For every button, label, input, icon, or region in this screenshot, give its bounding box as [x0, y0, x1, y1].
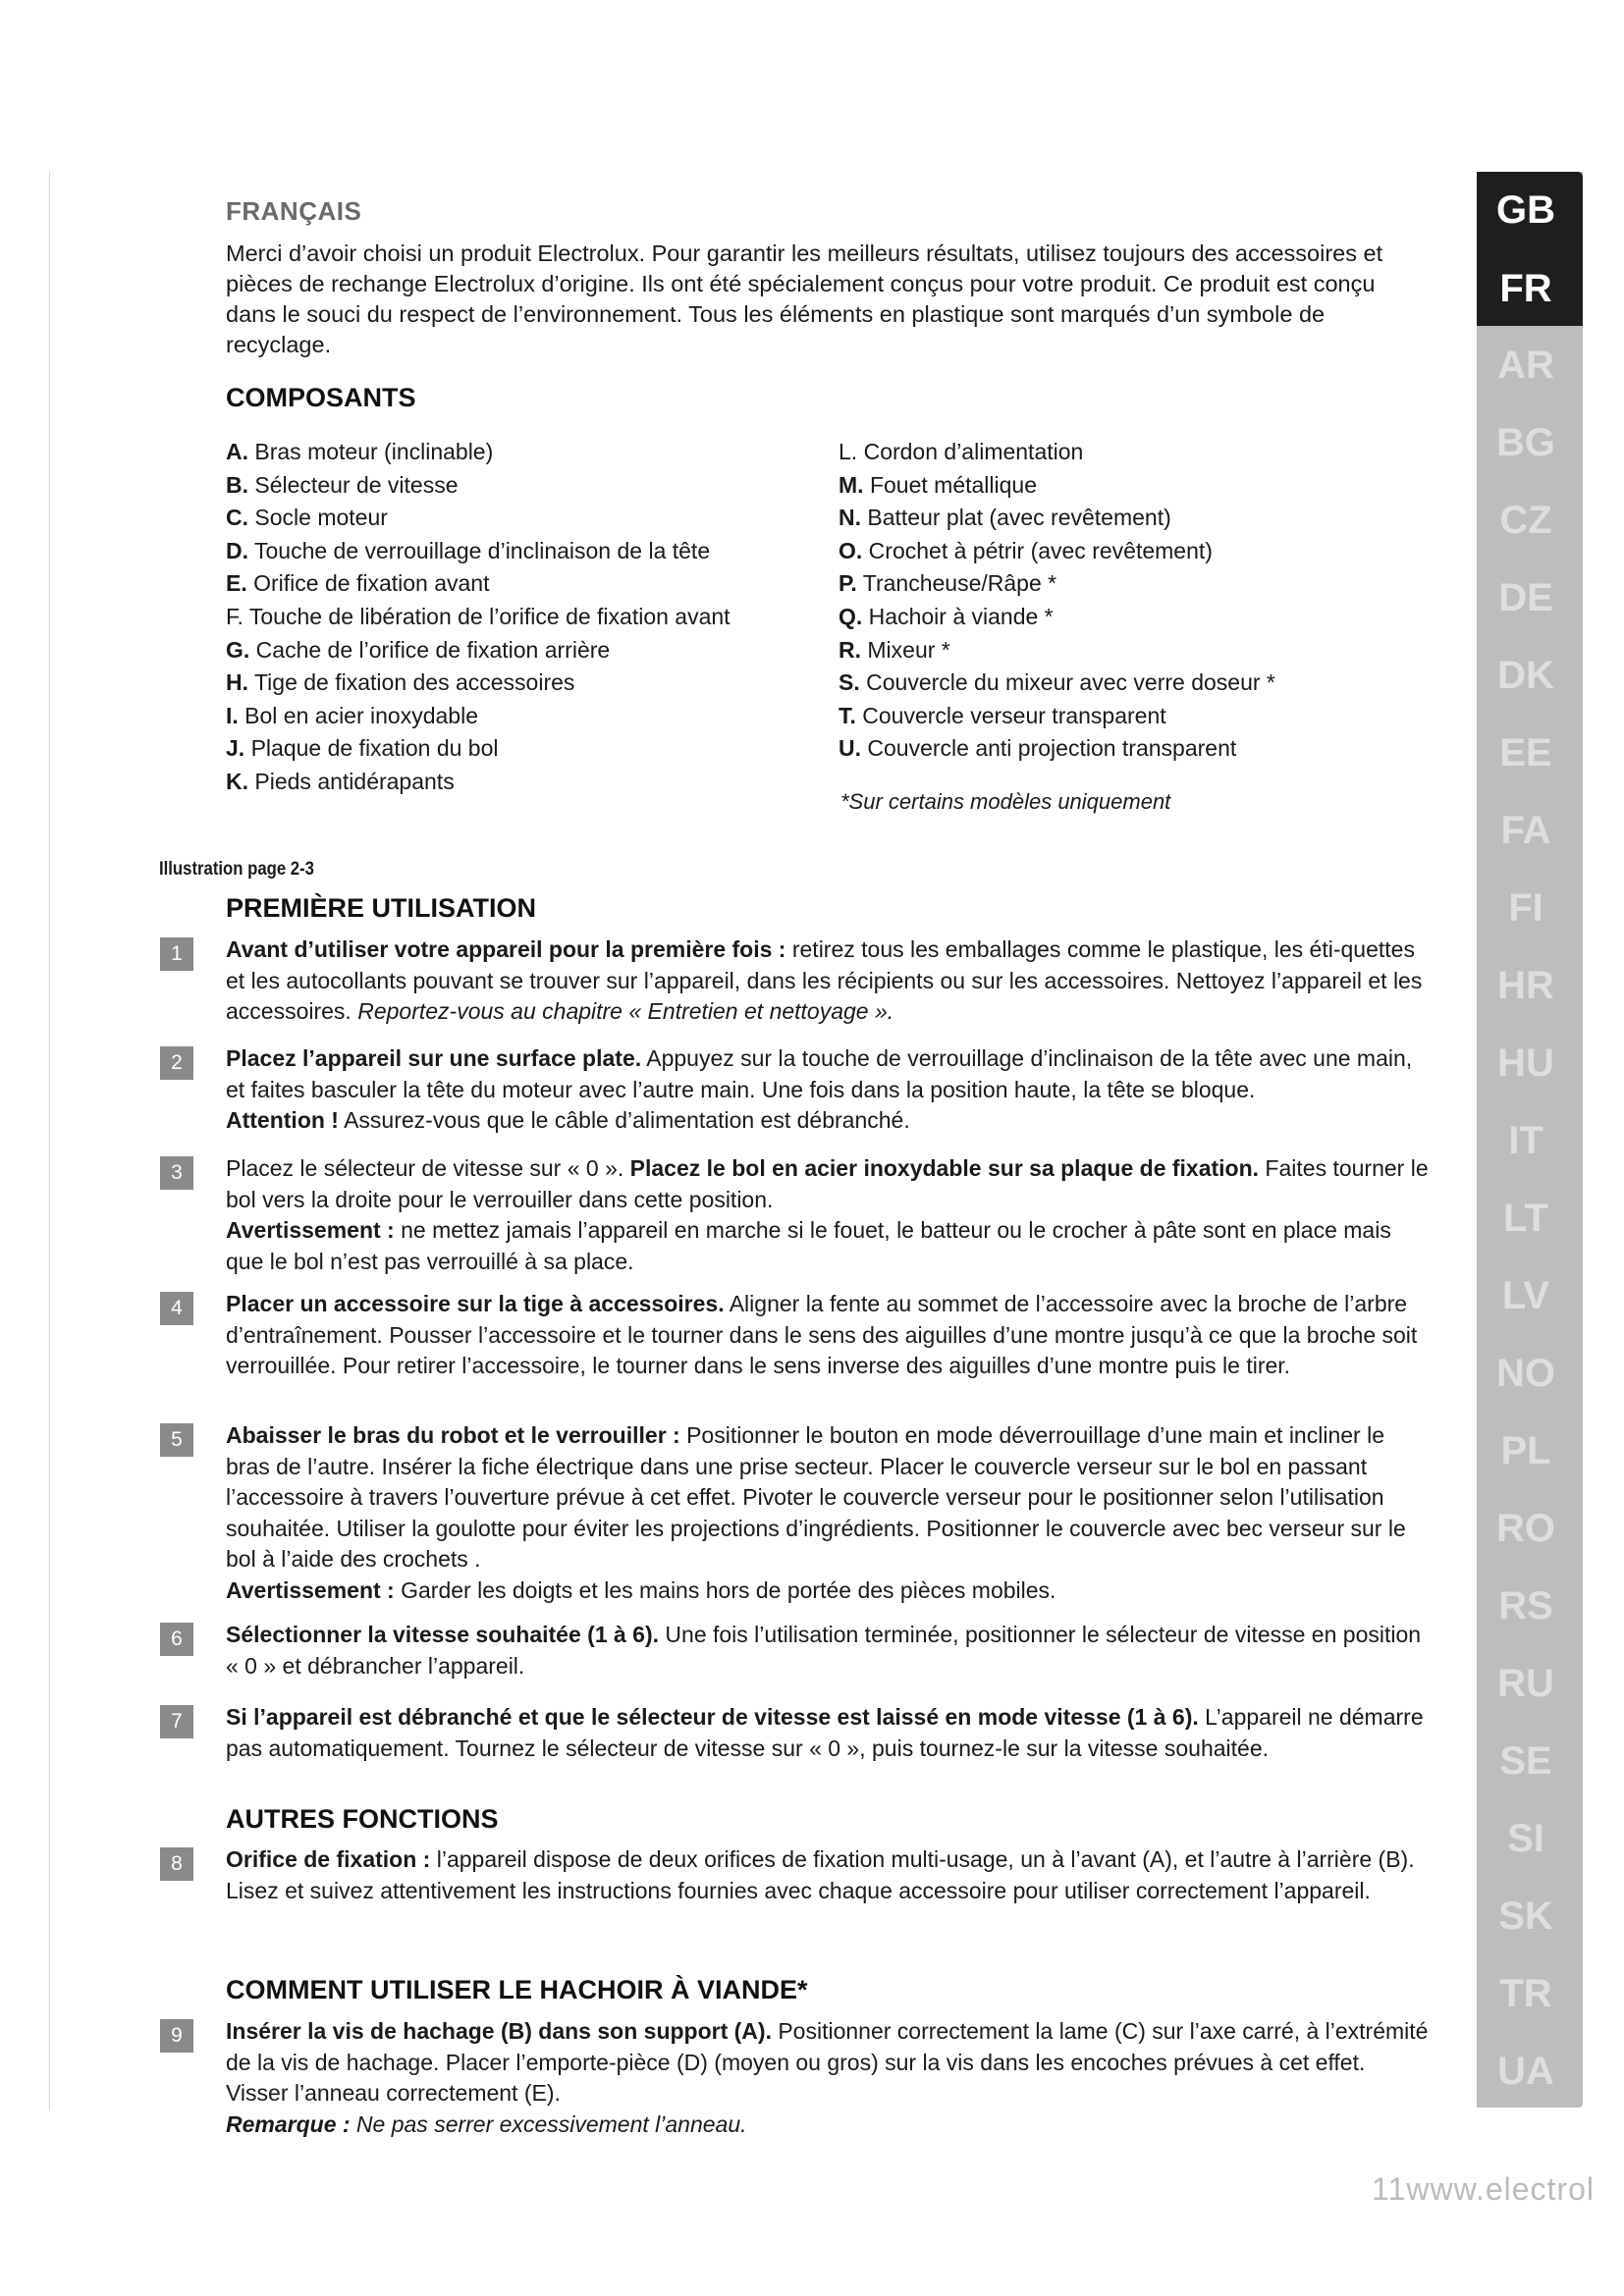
lang-tab-hr[interactable]: HR [1497, 964, 1554, 1007]
components-list-right [839, 436, 1275, 766]
left-margin-rule [49, 172, 50, 2110]
step-7-text: Si l’appareil est débranché et que le sélecteur de vitesse est laissé en mode vitesse (1 à 6). L’appareil ne démarre pas automatiquement. Tournez le sélecteur de vitesse sur « 0 », puis tournez-le sur la vitesse souhaitée. [226, 1704, 1424, 1761]
other-functions-heading: AUTRES FONCTIONS [226, 1804, 499, 1834]
component-item: H. Tige de fixation des accessoires [226, 669, 575, 696]
lang-tab-fi[interactable]: FI [1508, 886, 1543, 930]
lang-tab-ee[interactable]: EE [1499, 731, 1552, 774]
lang-tab-gb[interactable]: GB [1496, 188, 1555, 232]
illustration-reference: Illustration page 2-3 [159, 859, 314, 880]
step-number-badge: 8 [160, 1847, 193, 1881]
component-item: L. Cordon d’alimentation [839, 439, 1084, 464]
step-6-text: Sélectionner la vitesse souhaitée (1 à 6). Une fois l’utilisation terminée, positionner le sélecteur de vitesse en position « 0 » et débrancher l’appareil. [226, 1622, 1422, 1679]
component-item: K. Pieds antidérapants [226, 768, 455, 794]
step-number-badge: 7 [160, 1705, 193, 1738]
step-number-badge: 3 [160, 1156, 193, 1190]
lang-tab-lt[interactable]: LT [1503, 1197, 1548, 1240]
lang-tab-hu[interactable]: HU [1497, 1041, 1554, 1085]
lang-tab-no[interactable]: NO [1496, 1352, 1555, 1395]
component-item: C. Socle moteur [226, 505, 388, 531]
lang-tab-rs[interactable]: RS [1498, 1584, 1553, 1628]
lang-tab-cz[interactable]: CZ [1499, 499, 1552, 542]
components-list-left [226, 436, 731, 799]
component-item: I. Bol en acier inoxydable [226, 702, 478, 728]
component-item: F. Touche de libération de l’orifice de fixation avant [226, 603, 731, 629]
step-number-badge: 1 [160, 937, 193, 971]
component-item: O. Crochet à pétrir (avec revêtement) [839, 537, 1213, 563]
components-heading: COMPOSANTS [226, 383, 416, 412]
lang-tab-ua[interactable]: UA [1497, 2050, 1554, 2093]
lang-tab-ro[interactable]: RO [1496, 1507, 1555, 1550]
step-number-badge: 4 [160, 1292, 193, 1325]
lang-tab-ru[interactable]: RU [1497, 1662, 1554, 1705]
lang-tab-ar[interactable]: AR [1497, 344, 1554, 387]
component-item: A. Bras moteur (inclinable) [226, 439, 494, 464]
meat-grinder-heading: COMMENT UTILISER LE HACHOIR À VIANDE* [226, 1975, 808, 2004]
component-item: B. Sélecteur de vitesse [226, 471, 459, 498]
component-item: T. Couvercle verseur transparent [839, 702, 1166, 728]
step-1-text: Avant d’utiliser votre appareil pour la première fois : retirez tous les emballages comme le plastique, les éti-quettes et les autocollants pouvant se trouver sur l’appareil, dans les récipients ou sur les accessoires. Nettoyez l’appareil et les accessoires. Reportez-vous au chapitre « Entretien et nettoyage ». [226, 936, 1423, 1024]
intro-paragraph: Merci d’avoir choisi un produit Electrolux. Pour garantir les meilleurs résultats, utilisez toujours des accessoires et pièces de rechange Electrolux d’origine. Ils ont été spécialement conçus pour votre produit. Ce produit est conçu dans le souci du respect de l’environnement. Tous les éléments en plastique sont marqués d’un symbole de recyclage. [226, 240, 1383, 357]
step-number-badge: 6 [160, 1623, 193, 1656]
lang-tab-tr[interactable]: TR [1499, 1972, 1552, 2015]
component-item: R. Mixeur * [839, 636, 950, 663]
section-language-title: FRANÇAIS [226, 196, 362, 226]
step-5-text: Abaisser le bras du robot et le verrouiller : Positionner le bouton en mode déverrouillage d’une main et incliner le bras de l’autre. Insérer la fiche électrique dans une prise secteur. Placer le couvercle verseur sur le bol en passant l’accessoire à travers l’ouverture prévue à cet effet. Pivoter le couvercle verseur pour le positionner selon l’utilisation souhaitée. Utiliser la goulotte pour éviter les projections d’ingrédients. Positionner le couvercle avec bec verseur sur le bol à l’aide des crochets . Avertissement : Garder les doigts et les mains hors de portée des pièces mobiles. [226, 1422, 1406, 1603]
component-item: E. Orifice de fixation avant [226, 570, 490, 597]
step-4-text: Placer un accessoire sur la tige à accessoires. Aligner la fente au sommet de l’accessoire avec la broche de l’arbre d’entraînement. Pousser l’accessoire et le tourner dans le sens des aiguilles d’une montre jusqu’à ce que la broche soit verrouillée. Pour retirer l’accessoire, le tourner dans le sens inverse des aiguilles d’une montre puis le tirer. [226, 1291, 1418, 1378]
lang-tab-sk[interactable]: SK [1498, 1895, 1553, 1938]
component-item: J. Plaque de fixation du bol [226, 735, 499, 762]
component-item: D. Touche de verrouillage d’inclinaison de la tête [226, 537, 711, 563]
lang-tab-dk[interactable]: DK [1497, 654, 1554, 697]
footer-url: 11www.electrol [1372, 2171, 1595, 2207]
step-number-badge: 5 [160, 1423, 193, 1457]
component-item: M. Fouet métallique [839, 471, 1037, 498]
lang-tab-si[interactable]: SI [1507, 1817, 1544, 1860]
step-3-text: Placez le sélecteur de vitesse sur « 0 ». Placez le bol en acier inoxydable sur sa plaque de fixation. Faites tourner le bol vers la droite pour le verrouiller dans cette position. Avertissement : ne mettez jamais l’appareil en marche si le fouet, le batteur ou le crocher à pâte sont en place mais que le bol n’est pas verrouillé à sa place. [226, 1155, 1429, 1274]
lang-tab-pl[interactable]: PL [1500, 1429, 1551, 1472]
language-tab-strip [1477, 172, 1583, 2108]
component-item: P. Trancheuse/Râpe * [839, 570, 1057, 597]
step-number-badge: 9 [160, 2019, 193, 2053]
lang-tab-de[interactable]: DE [1498, 576, 1553, 619]
lang-tab-bg[interactable]: BG [1496, 421, 1555, 464]
first-use-heading: PREMIÈRE UTILISATION [226, 893, 537, 923]
lang-tab-fr[interactable]: FR [1499, 267, 1552, 310]
component-item: S. Couvercle du mixeur avec verre doseur * [839, 669, 1275, 696]
lang-tab-se[interactable]: SE [1499, 1739, 1552, 1783]
step-9-text: Insérer la vis de hachage (B) dans son support (A). Positionner correctement la lame (C) sur l’axe carré, à l’extrémité de la vis de hachage. Placer l’emporte-pièce (D) (moyen ou gros) sur la vis dans les encoches prévues à cet effet. Visser l’anneau correctement (E). Remarque : Ne pas serrer excessivement l’anneau. [226, 2018, 1429, 2137]
components-footnote: *Sur certains modèles uniquement [840, 789, 1171, 814]
lang-tab-fa[interactable]: FA [1500, 809, 1551, 852]
component-item: N. Batteur plat (avec revêtement) [839, 505, 1171, 531]
step-2-text: Placez l’appareil sur une surface plate. Appuyez sur la touche de verrouillage d’inclinaison de la tête avec une main, et faites basculer la tête du moteur avec l’autre main. Une fois dans la position haute, la tête se bloque. Attention ! Assurez-vous que le câble d’alimentation est débranché. [226, 1045, 1413, 1133]
component-item: G. Cache de l’orifice de fixation arrière [226, 636, 611, 663]
step-number-badge: 2 [160, 1046, 193, 1080]
lang-tab-it[interactable]: IT [1508, 1119, 1543, 1162]
component-item: U. Couvercle anti projection transparent [839, 735, 1237, 762]
step-8-text: Orifice de fixation : l’appareil dispose de deux orifices de fixation multi-usage, un à l’avant (A), et l’autre à l’arrière (B). Lisez et suivez attentivement les instructions fournies avec chaque accessoire pour utiliser correctement l’appareil. [226, 1846, 1415, 1903]
lang-tab-lv[interactable]: LV [1501, 1274, 1550, 1317]
component-item: Q. Hachoir à viande * [839, 603, 1054, 629]
